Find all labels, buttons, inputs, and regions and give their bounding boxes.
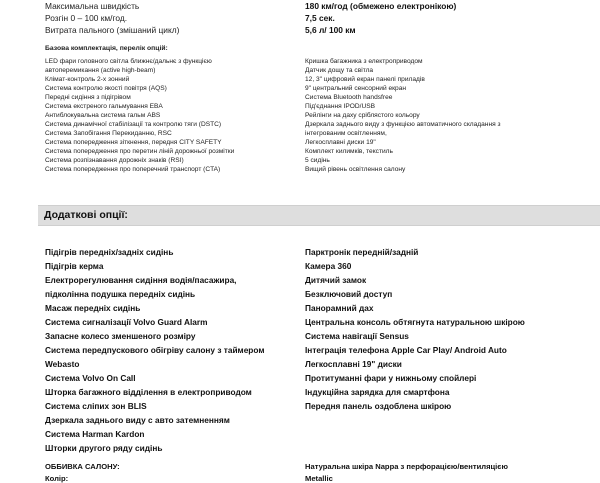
option-left-item: Система передпускового обігріву салону з таймером: [45, 345, 265, 355]
spec-value: 180 км/год (обмежено електронікою): [305, 1, 457, 11]
option-right-item: Індукційна зарядка для смартфона: [305, 387, 450, 397]
color-value: Metallic: [305, 474, 333, 483]
option-right-item: Протитуманні фари у нижньому спойлері: [305, 373, 477, 383]
base-right-item: Під'єднання IPOD/USB: [305, 103, 376, 110]
base-right-item: Рейлінги на даху сріблястого кольору: [305, 112, 420, 119]
option-left-item: Електрорегулювання сидіння водія/пасажира,: [45, 275, 237, 285]
base-left-item: Клімат-контроль 2-х зонний: [45, 76, 130, 83]
base-left-item: Система екстреного гальмування EBA: [45, 103, 163, 110]
option-left-item: Система Volvo On Call: [45, 373, 136, 383]
additional-options-title: Додаткові опції:: [44, 209, 128, 221]
option-right-item: Легкосплавні 19" диски: [305, 359, 402, 369]
additional-options-header: [38, 205, 600, 226]
spec-label: Розгін 0 – 100 км/год.: [45, 13, 128, 23]
base-right-item: Легкосплавні диски 19": [305, 139, 376, 146]
base-left-item: Система попередження зіткнення, передня CITY SAFETY: [45, 139, 222, 146]
base-left-item: LED фари головного світла ближнє/дальнє з функцією: [45, 58, 212, 65]
option-left-item: Запасне колесо зменшеного розміру: [45, 331, 196, 341]
option-right-item: Центральна консоль обтягнута натуральною шкірою: [305, 317, 525, 327]
base-left-item: Антиблокувальна система гальм ABS: [45, 112, 161, 119]
option-left-item: Дзеркала заднього виду с авто затемненням: [45, 415, 230, 425]
base-left-item: автоперемикання (active high-beam): [45, 67, 156, 74]
base-right-item: Дзеркала заднього виду з функцією автоматичного складання з: [305, 121, 501, 128]
base-right-item: Кришка багажника з електроприводом: [305, 58, 423, 65]
base-left-item: Система Запобігання Перекиданню, RSC: [45, 130, 172, 137]
option-right-item: Камера 360: [305, 261, 352, 271]
base-right-item: Вищий рівень освітлення салону: [305, 166, 406, 173]
option-left-item: підколінна подушка передніх сидінь: [45, 289, 196, 299]
option-left-item: Шторка багажного відділення в електроприводом: [45, 387, 252, 397]
option-right-item: Передня панель оздоблена шкірою: [305, 401, 452, 411]
base-left-item: Передні сидіння з підігрівом: [45, 94, 131, 101]
spec-value: 7,5 сек.: [305, 13, 335, 23]
upholstery-value: Натуральна шкіра Nappa з перфорацією/вентиляцією: [305, 462, 508, 471]
option-left-item: Підігрів керма: [45, 261, 104, 271]
option-right-item: Панорамний дах: [305, 303, 374, 313]
option-left-item: Система сигналізації Volvo Guard Alarm: [45, 317, 208, 327]
option-right-item: Безключовий доступ: [305, 289, 393, 299]
base-right-item: 5 сидінь: [305, 157, 330, 164]
base-right-item: Датчик дощу та світла: [305, 67, 374, 74]
base-left-item: Система розпізнавання дорожніх знаків (RSI): [45, 157, 184, 164]
base-left-item: Система динамічної стабілізації та контролю тяги (DSTC): [45, 121, 222, 128]
base-left-item: Система попередження про поперечний транспорт (CTA): [45, 166, 221, 173]
base-equipment-heading: Базова комплектація, перелік опцій:: [45, 45, 168, 52]
base-right-item: 12, 3" цифровий екран панелі приладів: [305, 76, 425, 83]
spec-label: Максимальна швидкість: [45, 1, 140, 11]
base-right-item: інтегрованим освітленням,: [305, 130, 387, 137]
option-left-item: Система сліпих зон BLIS: [45, 401, 147, 411]
spec-value: 5,6 л/ 100 км: [305, 25, 356, 35]
base-left-item: Система контролю якості повітря (AQS): [45, 85, 167, 92]
option-right-item: Парктронік передній/задній: [305, 247, 419, 257]
option-right-item: Дитячий замок: [305, 275, 367, 285]
option-left-item: Шторки другого ряду сидінь: [45, 443, 163, 453]
option-left-item: Webasto: [45, 359, 80, 369]
spec-label: Витрата пального (змішаний цикл): [45, 25, 180, 35]
option-right-item: Система навігації Sensus: [305, 331, 409, 341]
base-right-item: 9" центральний сенсорний екран: [305, 85, 407, 92]
color-label: Колір:: [45, 474, 69, 483]
option-right-item: Інтеграція телефона Apple Car Play/ Android Auto: [305, 345, 507, 355]
option-left-item: Система Harman Kardon: [45, 429, 145, 439]
base-right-item: Система Bluetooth handsfree: [305, 94, 393, 101]
base-left-item: Система попередження про перетин ліній дорожньої розмітки: [45, 148, 235, 155]
upholstery-label: ОББИВКА САЛОНУ:: [45, 462, 120, 471]
base-right-item: Комплект килимків, текстиль: [305, 148, 393, 155]
option-left-item: Масаж передніх сидінь: [45, 303, 141, 313]
option-left-item: Підігрів передніх/задніх сидінь: [45, 247, 174, 257]
